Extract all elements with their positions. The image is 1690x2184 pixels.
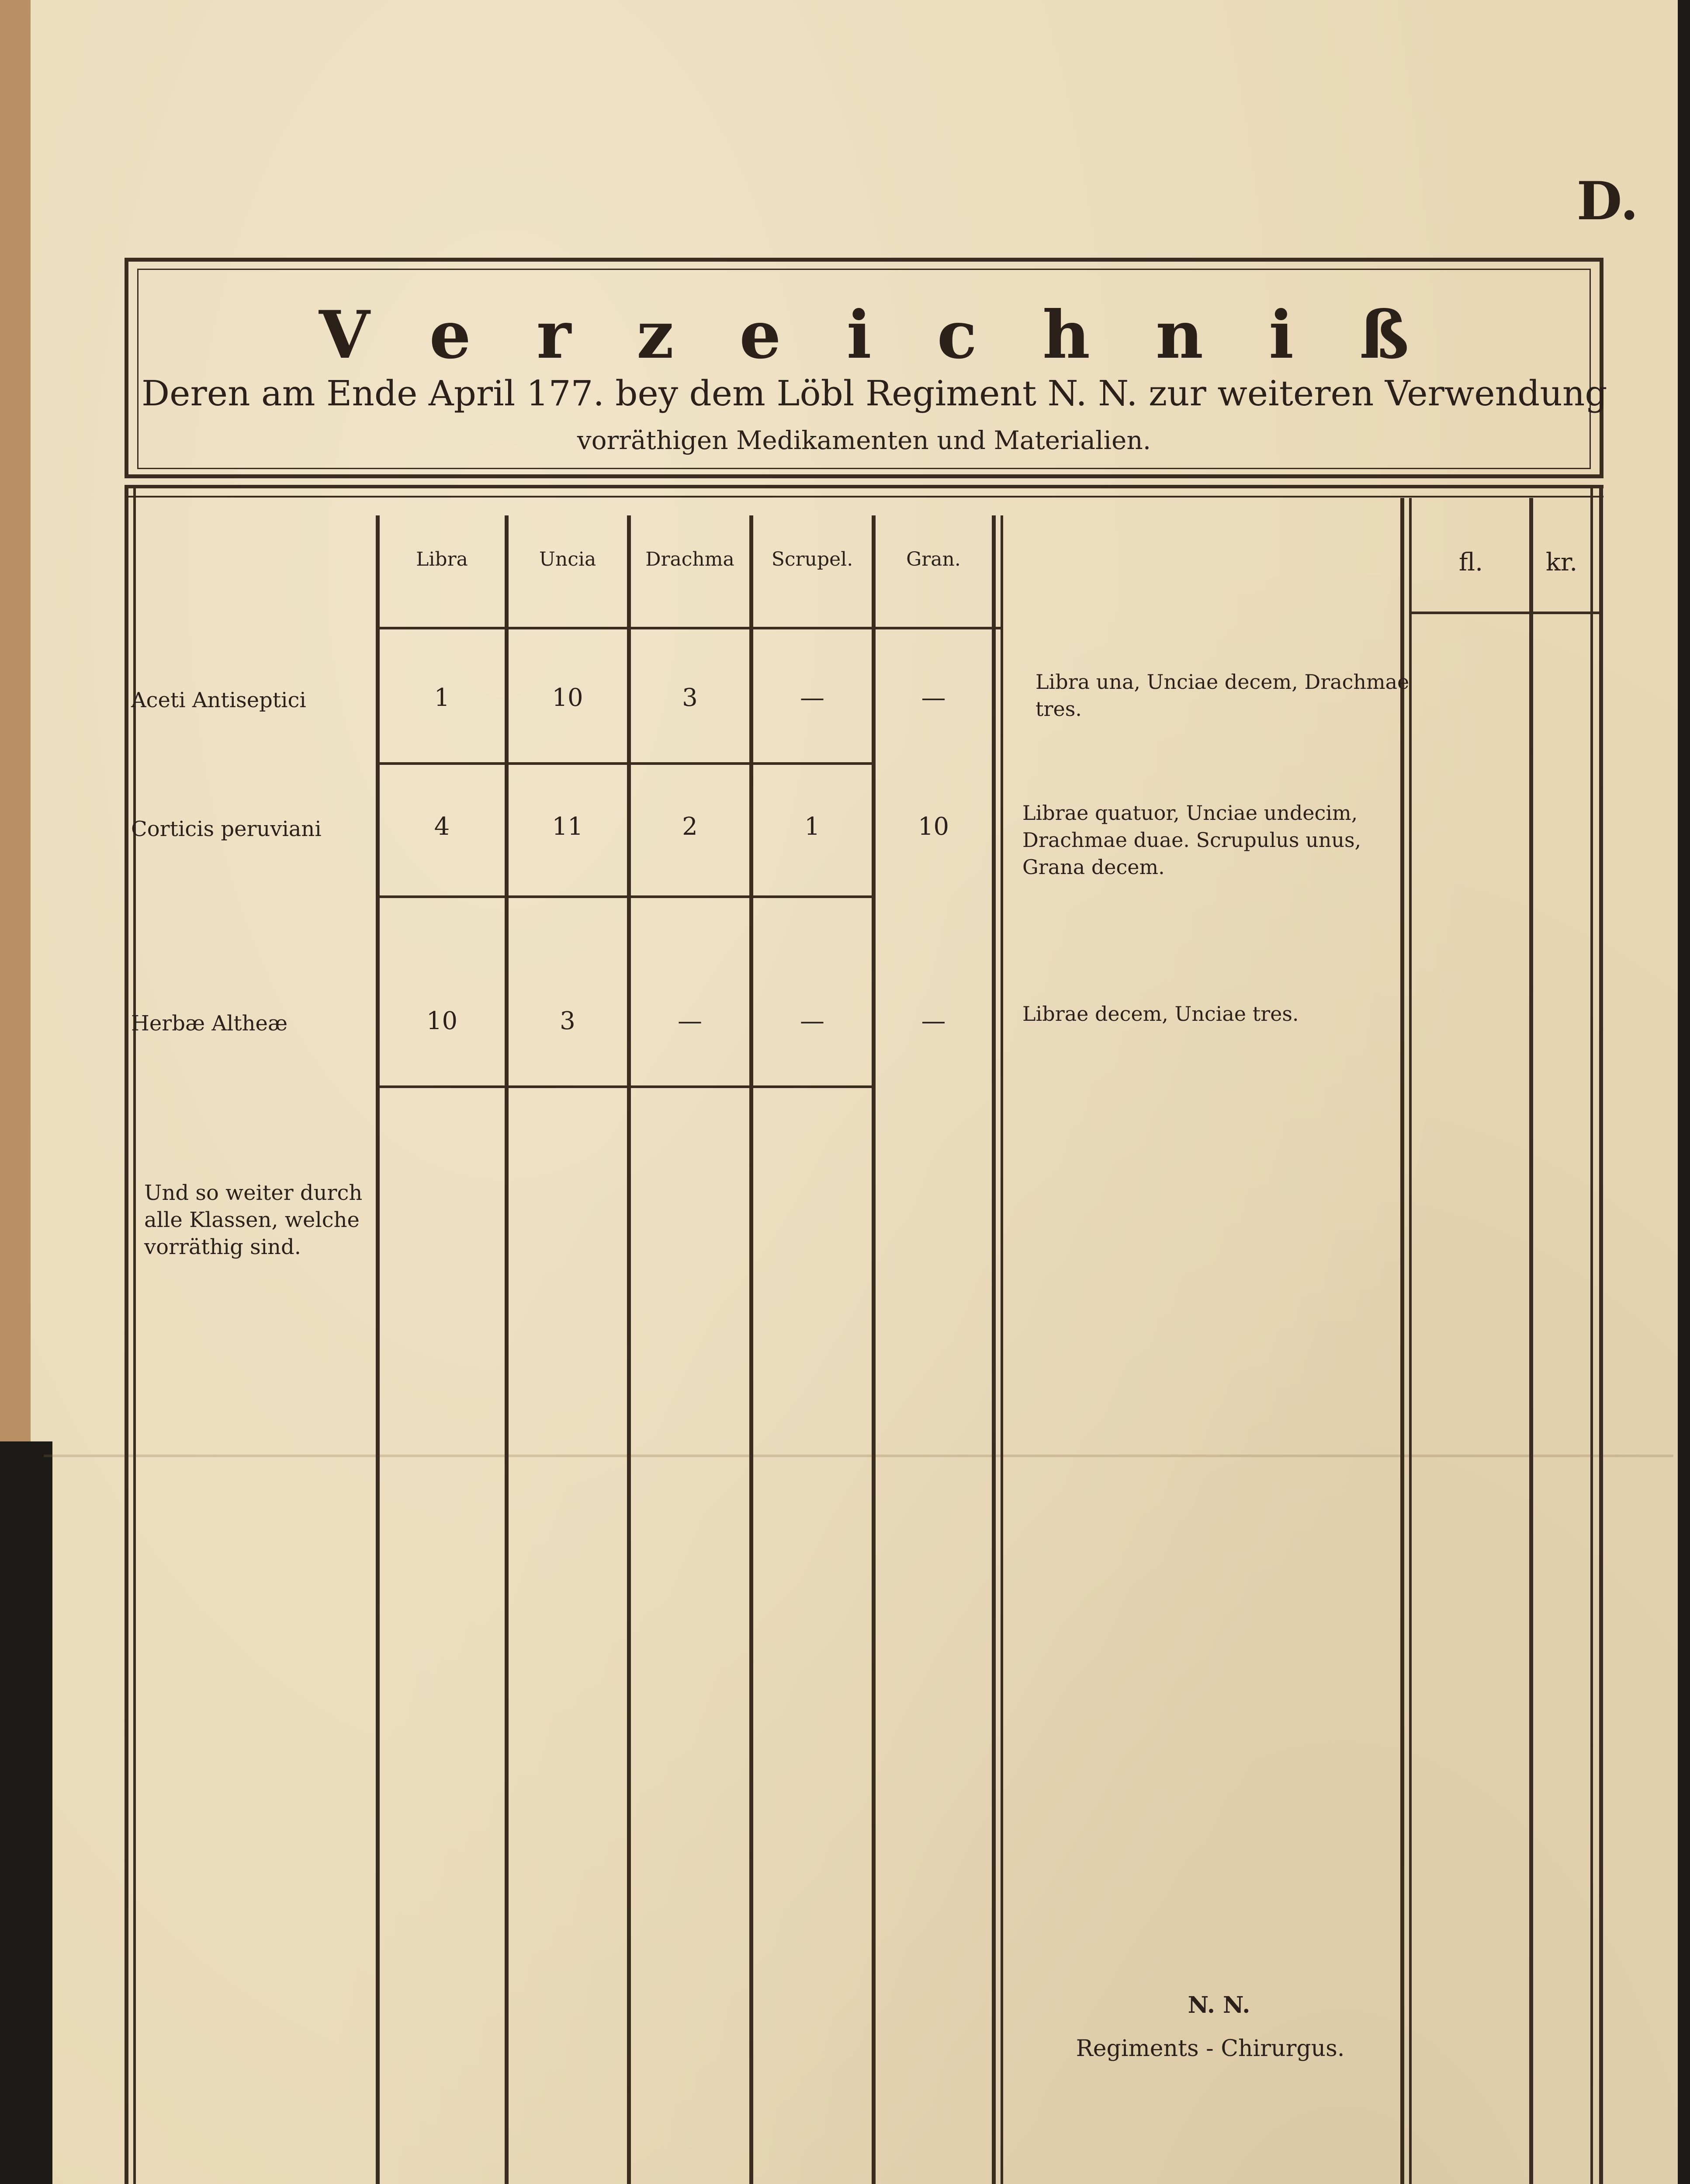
cell-gran: — — [921, 684, 946, 712]
col-header-scrupel: Scrupel. — [771, 548, 853, 570]
col-line-fl-left — [1400, 498, 1404, 2184]
col-line-desc-left-inner — [1001, 515, 1003, 2184]
col-line-desc-left — [992, 515, 996, 2184]
cell-scrupel: 1 — [804, 812, 820, 841]
col-line-drachma — [627, 515, 631, 2184]
col-header-libra: Libra — [416, 548, 468, 570]
col-header-gran: Gran. — [906, 548, 961, 570]
col-header-uncia: Uncia — [539, 548, 596, 570]
document-title: Verzeichniß — [319, 297, 1475, 373]
cell-gran: — — [921, 1007, 946, 1035]
row-label: Corticis peruviani — [131, 817, 322, 841]
row-label: Aceti Antiseptici — [131, 688, 306, 712]
cell-gran: 10 — [918, 812, 949, 841]
col-header-fl: fl. — [1458, 548, 1483, 577]
cell-libra: 4 — [434, 812, 450, 841]
header-sep — [376, 627, 1001, 629]
col-line-scrupel — [749, 515, 753, 2184]
header-sep-right — [1409, 612, 1601, 614]
page-edge — [0, 0, 31, 1441]
closing-note: Und so weiter durch alle Klassen, welche vorräthig sind. — [144, 1181, 363, 1259]
table-border-right — [1599, 485, 1603, 2184]
cell-scrupel: — — [800, 1007, 824, 1035]
cell-uncia: 3 — [560, 1007, 575, 1035]
col-line-kr-left — [1529, 498, 1533, 2184]
row-description: Librae decem, Unciae tres. — [1022, 1002, 1299, 1026]
row-sep-3 — [376, 1085, 874, 1088]
cell-uncia: 10 — [552, 684, 583, 712]
fold-crease — [44, 1455, 1673, 1457]
col-header-drachma: Drachma — [645, 548, 734, 570]
sheet-letter: D. — [1576, 170, 1638, 232]
col-header-kr: kr. — [1545, 548, 1578, 577]
cell-drachma: 2 — [682, 812, 698, 841]
cell-uncia: 11 — [552, 812, 583, 841]
table-border-right-inner — [1590, 485, 1593, 2184]
cell-drachma: 3 — [682, 684, 698, 712]
row-sep-2 — [376, 895, 874, 898]
page-edge-dark — [0, 1441, 52, 2184]
col-line-fl-left-inner — [1409, 498, 1412, 2184]
cell-libra: 1 — [434, 684, 450, 712]
cell-scrupel: — — [800, 684, 824, 712]
row-label: Herbæ Altheæ — [131, 1011, 288, 1036]
table-border-left — [125, 485, 128, 2184]
cell-drachma: — — [678, 1007, 702, 1035]
document-subtitle-line2: vorräthigen Medikamenten und Materialien. — [577, 425, 1151, 455]
table-border-left-inner — [133, 485, 136, 2184]
col-line-uncia — [505, 515, 509, 2184]
col-line-gran — [872, 515, 876, 2184]
document-subtitle: Deren am Ende April 177. bey dem Löbl Regiment N. N. zur weiteren Verwendung — [142, 373, 1607, 414]
table-top-line — [125, 485, 1603, 488]
cell-libra: 10 — [426, 1007, 458, 1035]
table-top-line-inner — [125, 496, 1603, 498]
row-sep-1 — [376, 762, 874, 765]
row-description: Libra una, Unciae decem, Drachmae tres. — [1035, 670, 1409, 721]
signature-title: Regiments - Chirurgus. — [1076, 2035, 1345, 2062]
signature-name: N. N. — [1188, 1992, 1250, 2018]
row-description: Librae quatuor, Unciae undecim, Drachmae duae. Scrupulus unus, Grana decem. — [1022, 801, 1361, 879]
header-box — [125, 258, 1607, 478]
col-line-libra — [376, 515, 380, 2184]
